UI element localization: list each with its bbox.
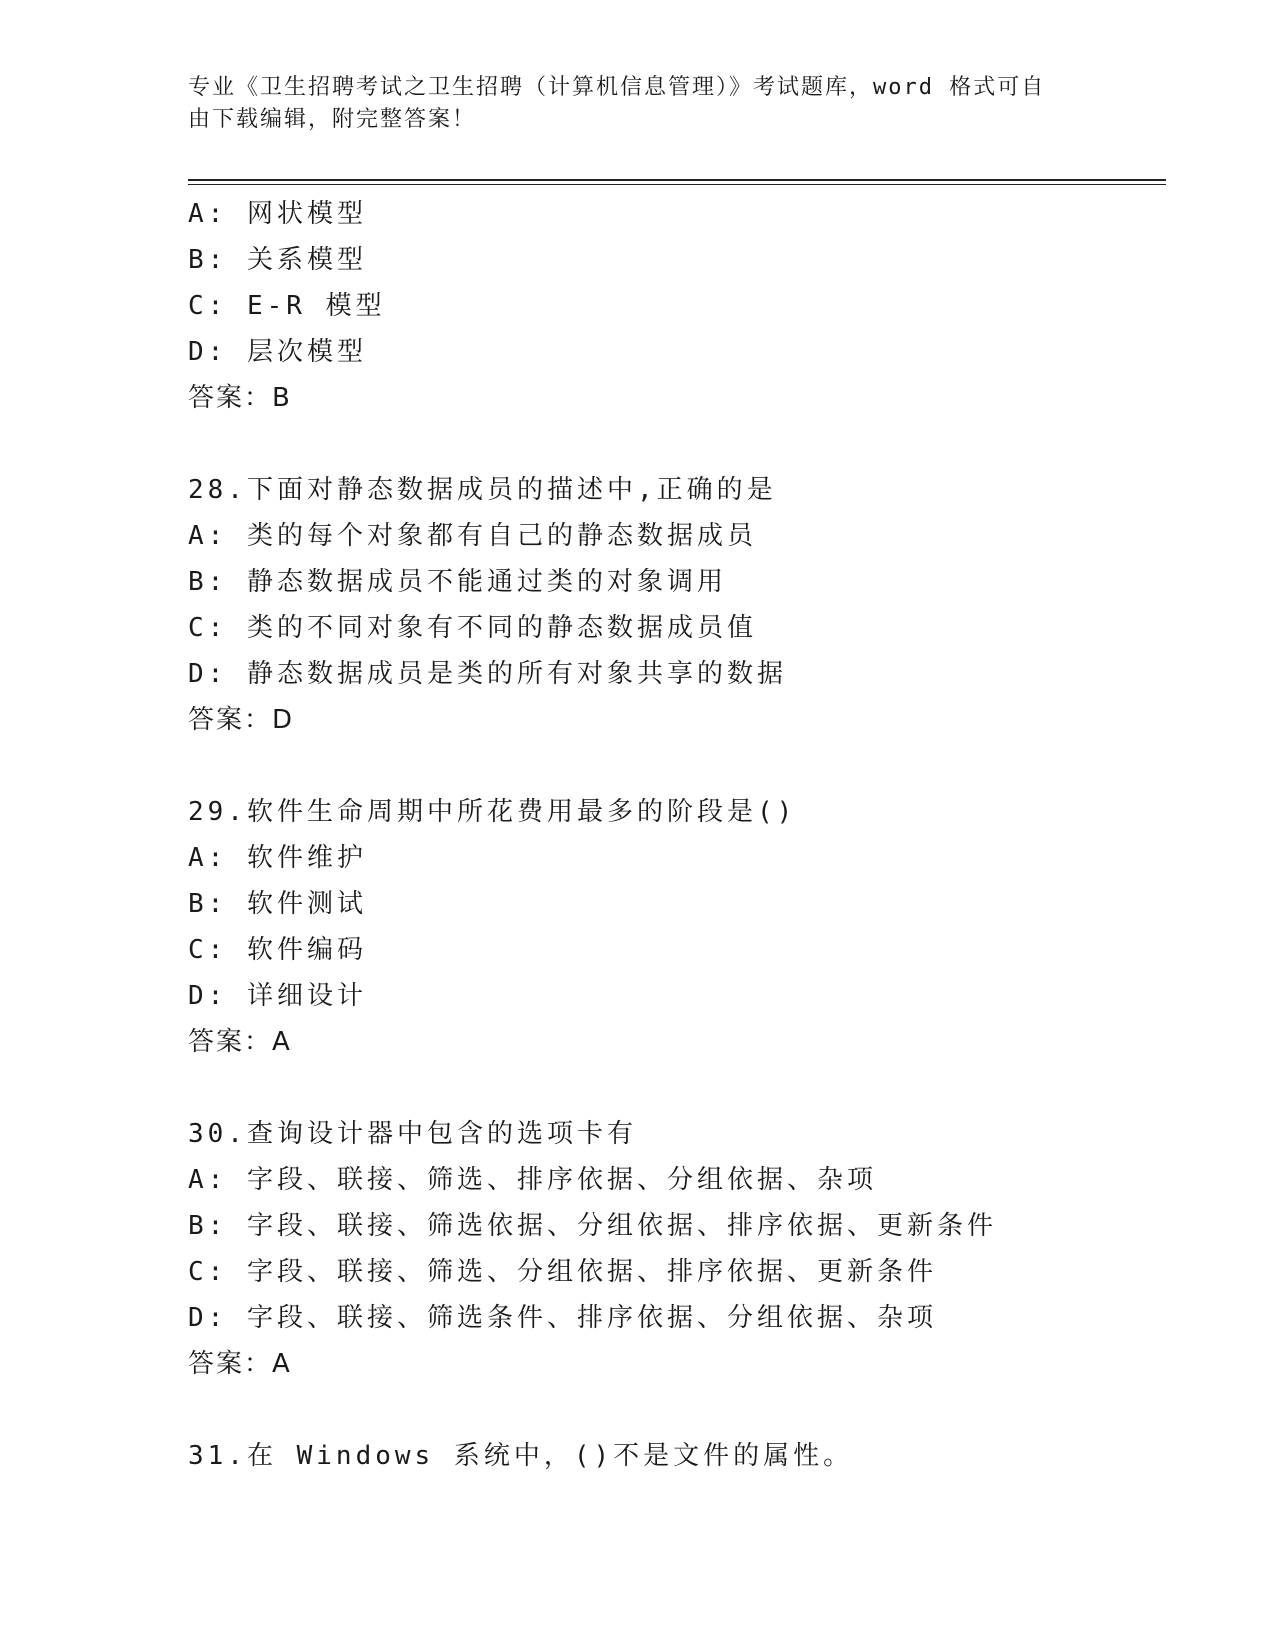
option-b: B: 软件测试 [188, 889, 367, 919]
option-a: A: 软件维护 [188, 843, 367, 873]
spacer [188, 421, 1188, 467]
answer: 答案：D [188, 705, 295, 735]
option-c: C: 字段、联接、筛选、分组依据、排序依据、更新条件 [188, 1257, 937, 1287]
option-b: B: 字段、联接、筛选依据、分组依据、排序依据、更新条件 [188, 1211, 997, 1241]
option-a: A: 字段、联接、筛选、排序依据、分组依据、杂项 [188, 1165, 877, 1195]
spacer [188, 1387, 1188, 1433]
answer: 答案：B [188, 383, 292, 413]
option-d: D: 层次模型 [188, 337, 367, 367]
option-c: C: 类的不同对象有不同的静态数据成员值 [188, 613, 757, 643]
question-30 [188, 1111, 1188, 1387]
question-list [188, 191, 1188, 1479]
option-d: D: 静态数据成员是类的所有对象共享的数据 [188, 659, 787, 689]
option-c: C: E-R 模型 [188, 291, 386, 321]
header-divider-thin [188, 184, 1166, 185]
option-a: A: 网状模型 [188, 199, 367, 229]
answer: 答案：A [188, 1027, 292, 1057]
question-28 [188, 467, 1188, 743]
header-line-1: 专业《卫生招聘考试之卫生招聘（计算机信息管理）》考试题库，word 格式可自 [188, 75, 1046, 100]
option-a: A: 类的每个对象都有自己的静态数据成员 [188, 521, 757, 551]
question-stem: 31.在 Windows 系统中，()不是文件的属性。 [188, 1441, 854, 1471]
question-29 [188, 789, 1188, 1065]
option-b: B: 静态数据成员不能通过类的对象调用 [188, 567, 727, 597]
spacer [188, 1065, 1188, 1111]
document-header [188, 72, 1068, 136]
question-27 [188, 191, 1188, 421]
header-divider-thick [188, 179, 1166, 181]
option-b: B: 关系模型 [188, 245, 367, 275]
question-stem: 30.查询设计器中包含的选项卡有 [188, 1119, 637, 1149]
spacer [188, 743, 1188, 789]
option-d: D: 字段、联接、筛选条件、排序依据、分组依据、杂项 [188, 1303, 937, 1333]
question-stem: 29.软件生命周期中所花费用最多的阶段是() [188, 797, 797, 827]
question-stem: 28.下面对静态数据成员的描述中,正确的是 [188, 475, 777, 505]
answer: 答案：A [188, 1349, 292, 1379]
question-31 [188, 1433, 1188, 1479]
option-d: D: 详细设计 [188, 981, 367, 1011]
option-c: C: 软件编码 [188, 935, 367, 965]
header-line-2: 由下载编辑，附完整答案！ [188, 107, 477, 132]
